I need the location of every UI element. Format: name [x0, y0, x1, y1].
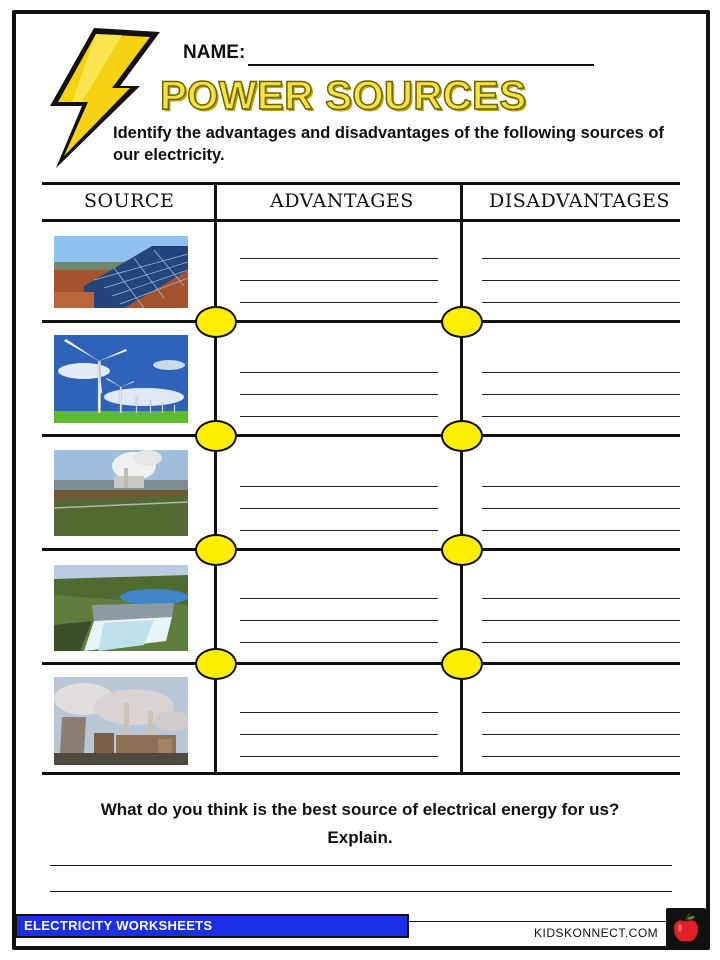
column-divider — [214, 183, 217, 774]
name-label: NAME: — [183, 42, 246, 63]
apple-icon — [666, 908, 706, 948]
disadvantages-writing-line[interactable] — [482, 712, 680, 713]
disadvantages-writing-line[interactable] — [482, 394, 680, 395]
question-line-1: What do you think is the best source of electrical energy for us? — [100, 800, 620, 819]
advantages-writing-line[interactable] — [240, 642, 438, 643]
advantages-writing-line[interactable] — [240, 712, 438, 713]
row-divider — [42, 662, 680, 665]
answer-line[interactable] — [50, 891, 672, 892]
advantages-writing-line[interactable] — [240, 486, 438, 487]
disadvantages-writing-line[interactable] — [482, 372, 680, 373]
advantages-writing-line[interactable] — [240, 756, 438, 757]
disadvantages-writing-line[interactable] — [482, 756, 680, 757]
connector-dot — [441, 648, 483, 680]
table-header-border — [42, 219, 680, 222]
disadvantages-writing-line[interactable] — [482, 508, 680, 509]
answer-line[interactable] — [50, 865, 672, 866]
advantages-writing-line[interactable] — [240, 302, 438, 303]
advantages-writing-line[interactable] — [240, 598, 438, 599]
connector-dot — [195, 534, 237, 566]
column-header-disadvantages: DISADVANTAGES — [489, 190, 671, 212]
geothermal-plant-image — [54, 450, 188, 536]
row-divider — [42, 320, 680, 323]
instructions: Identify the advantages and disadvantages of the following sources of our electricity. — [113, 124, 665, 164]
footer-label: ELECTRICITY WORKSHEETS — [24, 918, 213, 933]
logo-box — [666, 908, 706, 948]
advantages-writing-line[interactable] — [240, 530, 438, 531]
column-divider — [460, 183, 463, 774]
question-text — [40, 796, 680, 852]
solar-panels-image — [54, 236, 188, 308]
disadvantages-writing-line[interactable] — [482, 486, 680, 487]
advantages-writing-line[interactable] — [240, 258, 438, 259]
advantages-writing-line[interactable] — [240, 620, 438, 621]
disadvantages-writing-line[interactable] — [482, 416, 680, 417]
row-divider — [42, 434, 680, 437]
footer-divider — [409, 921, 666, 922]
advantages-writing-line[interactable] — [240, 508, 438, 509]
hydroelectric-dam-image — [54, 565, 188, 651]
site-name: KIDSKONNECT.COM — [534, 926, 659, 940]
column-header-source: SOURCE — [84, 190, 175, 212]
disadvantages-writing-line[interactable] — [482, 280, 680, 281]
disadvantages-writing-line[interactable] — [482, 302, 680, 303]
advantages-writing-line[interactable] — [240, 394, 438, 395]
disadvantages-writing-line[interactable] — [482, 598, 680, 599]
disadvantages-writing-line[interactable] — [482, 642, 680, 643]
disadvantages-writing-line[interactable] — [482, 620, 680, 621]
wind-turbines-image — [54, 335, 188, 423]
connector-dot — [441, 534, 483, 566]
connector-dot — [441, 306, 483, 338]
connector-dot — [195, 306, 237, 338]
connector-dot — [195, 648, 237, 680]
connector-dot — [195, 420, 237, 452]
row-divider — [42, 548, 680, 551]
page-title: POWER SOURCES — [160, 74, 527, 118]
advantages-writing-line[interactable] — [240, 372, 438, 373]
disadvantages-writing-line[interactable] — [482, 530, 680, 531]
advantages-writing-line[interactable] — [240, 416, 438, 417]
name-field[interactable] — [248, 64, 594, 66]
column-header-advantages: ADVANTAGES — [270, 190, 414, 212]
table-bottom-border — [42, 772, 680, 775]
advantages-writing-line[interactable] — [240, 280, 438, 281]
disadvantages-writing-line[interactable] — [482, 258, 680, 259]
coal-power-plant-image — [54, 677, 188, 765]
connector-dot — [441, 420, 483, 452]
advantages-writing-line[interactable] — [240, 734, 438, 735]
question-line-2: Explain. — [327, 828, 393, 847]
table-top-border — [42, 182, 680, 185]
disadvantages-writing-line[interactable] — [482, 734, 680, 735]
